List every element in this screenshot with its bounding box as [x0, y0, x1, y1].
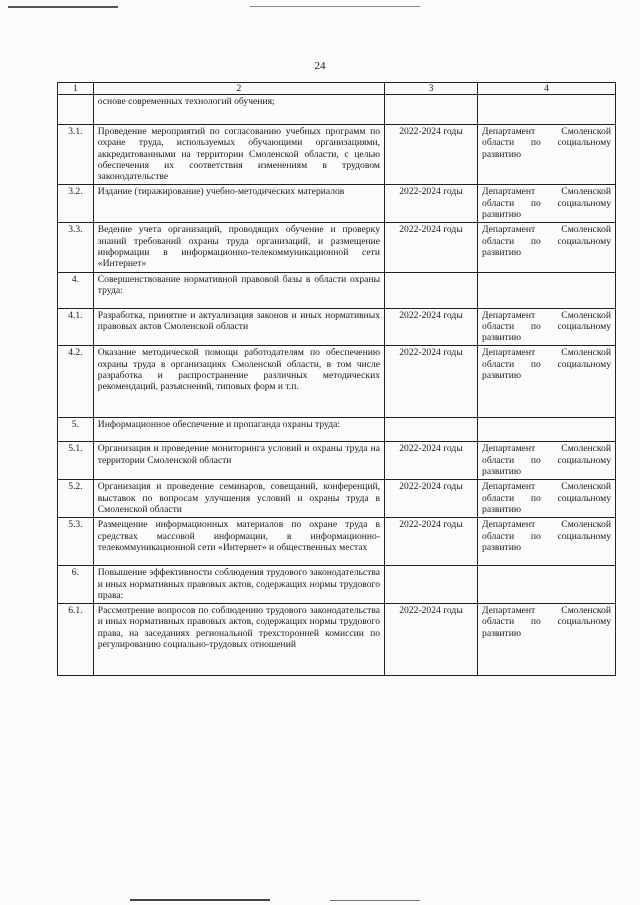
table-row	[58, 272, 616, 308]
row-number: 6.1.	[58, 604, 94, 676]
row-activity: Рассмотрение вопросов по соблюдению трудового законодательства и иных нормативных правовых актов, содержащих нормы трудового права, на заседаниях региональной трехсторонней комиссии по регулированию социально-трудовых отношений	[93, 604, 384, 676]
row-executor: Департамент Смоленской области по социальному развитию	[478, 125, 616, 185]
table-row	[58, 442, 616, 480]
table-row	[58, 125, 616, 185]
page-number: 24	[314, 60, 326, 72]
table-row	[58, 480, 616, 518]
row-term: 2022-2024 годы	[385, 346, 478, 418]
row-activity: Информационное обеспечение и пропаганда охраны труда:	[93, 418, 384, 442]
table-row	[58, 95, 616, 125]
row-activity: Оказание методической помощи работодателям по обеспечению охраны труда в организациях Смоленской области, в том числе разработка и распространение различных методических рекомендаций, разъяснений, типовых форм и т.п.	[93, 346, 384, 418]
row-activity: Ведение учета организаций, проводящих обучение и проверку знаний требований охраны труда организаций, и размещение информации в информационно-телекоммуникационной сети «Интернет»	[93, 223, 384, 272]
row-activity: Издание (тиражирование) учебно-методических материалов	[93, 185, 384, 223]
row-executor: Департамент Смоленской области по социальному развитию	[478, 480, 616, 518]
row-number: 3.3.	[58, 223, 94, 272]
row-number: 4.2.	[58, 346, 94, 418]
row-number: 3.2.	[58, 185, 94, 223]
column-header-executor: 4	[478, 83, 616, 95]
row-term: 2022-2024 годы	[385, 308, 478, 346]
column-header-term: 3	[385, 83, 478, 95]
row-number: 3.1.	[58, 125, 94, 185]
row-activity: Проведение мероприятий по согласованию учебных программ по охране труда, используемых обучающими организациями, аккредитованными на территории Смоленской области, с целью обеспечения их соответствия изменениям в трудовом законодательстве	[93, 125, 384, 185]
table-row	[58, 604, 616, 676]
table-row	[58, 566, 616, 604]
row-number: 4.1.	[58, 308, 94, 346]
scan-artifact-bottom	[130, 899, 270, 901]
row-number: 6.	[58, 566, 94, 604]
row-executor	[478, 95, 616, 125]
row-number: 5.3.	[58, 518, 94, 566]
row-term	[385, 95, 478, 125]
row-term	[385, 418, 478, 442]
row-term: 2022-2024 годы	[385, 604, 478, 676]
row-executor: Департамент Смоленской области по социальному развитию	[478, 518, 616, 566]
row-executor: Департамент Смоленской области по социальному развитию	[478, 442, 616, 480]
row-executor: Департамент Смоленской области по социальному развитию	[478, 346, 616, 418]
scan-artifact-top	[250, 6, 420, 7]
table-row	[58, 185, 616, 223]
row-number: 5.	[58, 418, 94, 442]
row-number: 4.	[58, 272, 94, 308]
column-header-number: 1	[58, 83, 94, 95]
row-term: 2022-2024 годы	[385, 480, 478, 518]
row-term: 2022-2024 годы	[385, 442, 478, 480]
row-activity: Повышение эффективности соблюдения трудового законодательства и иных нормативных правовых актов, содержащих нормы трудового права:	[93, 566, 384, 604]
table-row	[58, 346, 616, 418]
row-term	[385, 272, 478, 308]
row-activity: Организация и проведение семинаров, совещаний, конференций, выставок по вопросам улучшения условий и охраны труда в Смоленской области	[93, 480, 384, 518]
table-row	[58, 418, 616, 442]
row-activity: Размещение информационных материалов по охране труда в средствах массовой информации, в информационно-телекоммуникационной сети «Интернет» и общественных местах	[93, 518, 384, 566]
row-term: 2022-2024 годы	[385, 518, 478, 566]
column-header-activity: 2	[93, 83, 384, 95]
row-activity: Разработка, принятие и актуализация законов и иных нормативных правовых актов Смоленской области	[93, 308, 384, 346]
row-executor	[478, 272, 616, 308]
row-activity: основе современных технологий обучения;	[93, 95, 384, 125]
scan-artifact-top	[8, 6, 118, 8]
row-executor: Департамент Смоленской области по социальному развитию	[478, 308, 616, 346]
row-number: 5.1.	[58, 442, 94, 480]
row-executor	[478, 418, 616, 442]
row-activity: Совершенствование нормативной правовой базы в области охраны труда:	[93, 272, 384, 308]
scan-artifact-bottom	[330, 900, 420, 901]
table-row	[58, 223, 616, 272]
row-term	[385, 566, 478, 604]
row-term: 2022-2024 годы	[385, 223, 478, 272]
table-row	[58, 518, 616, 566]
row-number	[58, 95, 94, 125]
row-term: 2022-2024 годы	[385, 185, 478, 223]
row-executor	[478, 566, 616, 604]
row-executor: Департамент Смоленской области по социальному развитию	[478, 604, 616, 676]
row-executor: Департамент Смоленской области по социальному развитию	[478, 185, 616, 223]
row-executor: Департамент Смоленской области по социальному развитию	[478, 223, 616, 272]
row-number: 5.2.	[58, 480, 94, 518]
row-activity: Организация и проведение мониторинга условий и охраны труда на территории Смоленской области	[93, 442, 384, 480]
row-term: 2022-2024 годы	[385, 125, 478, 185]
plan-table	[57, 82, 616, 676]
table-row	[58, 308, 616, 346]
table-header-row	[58, 83, 616, 95]
